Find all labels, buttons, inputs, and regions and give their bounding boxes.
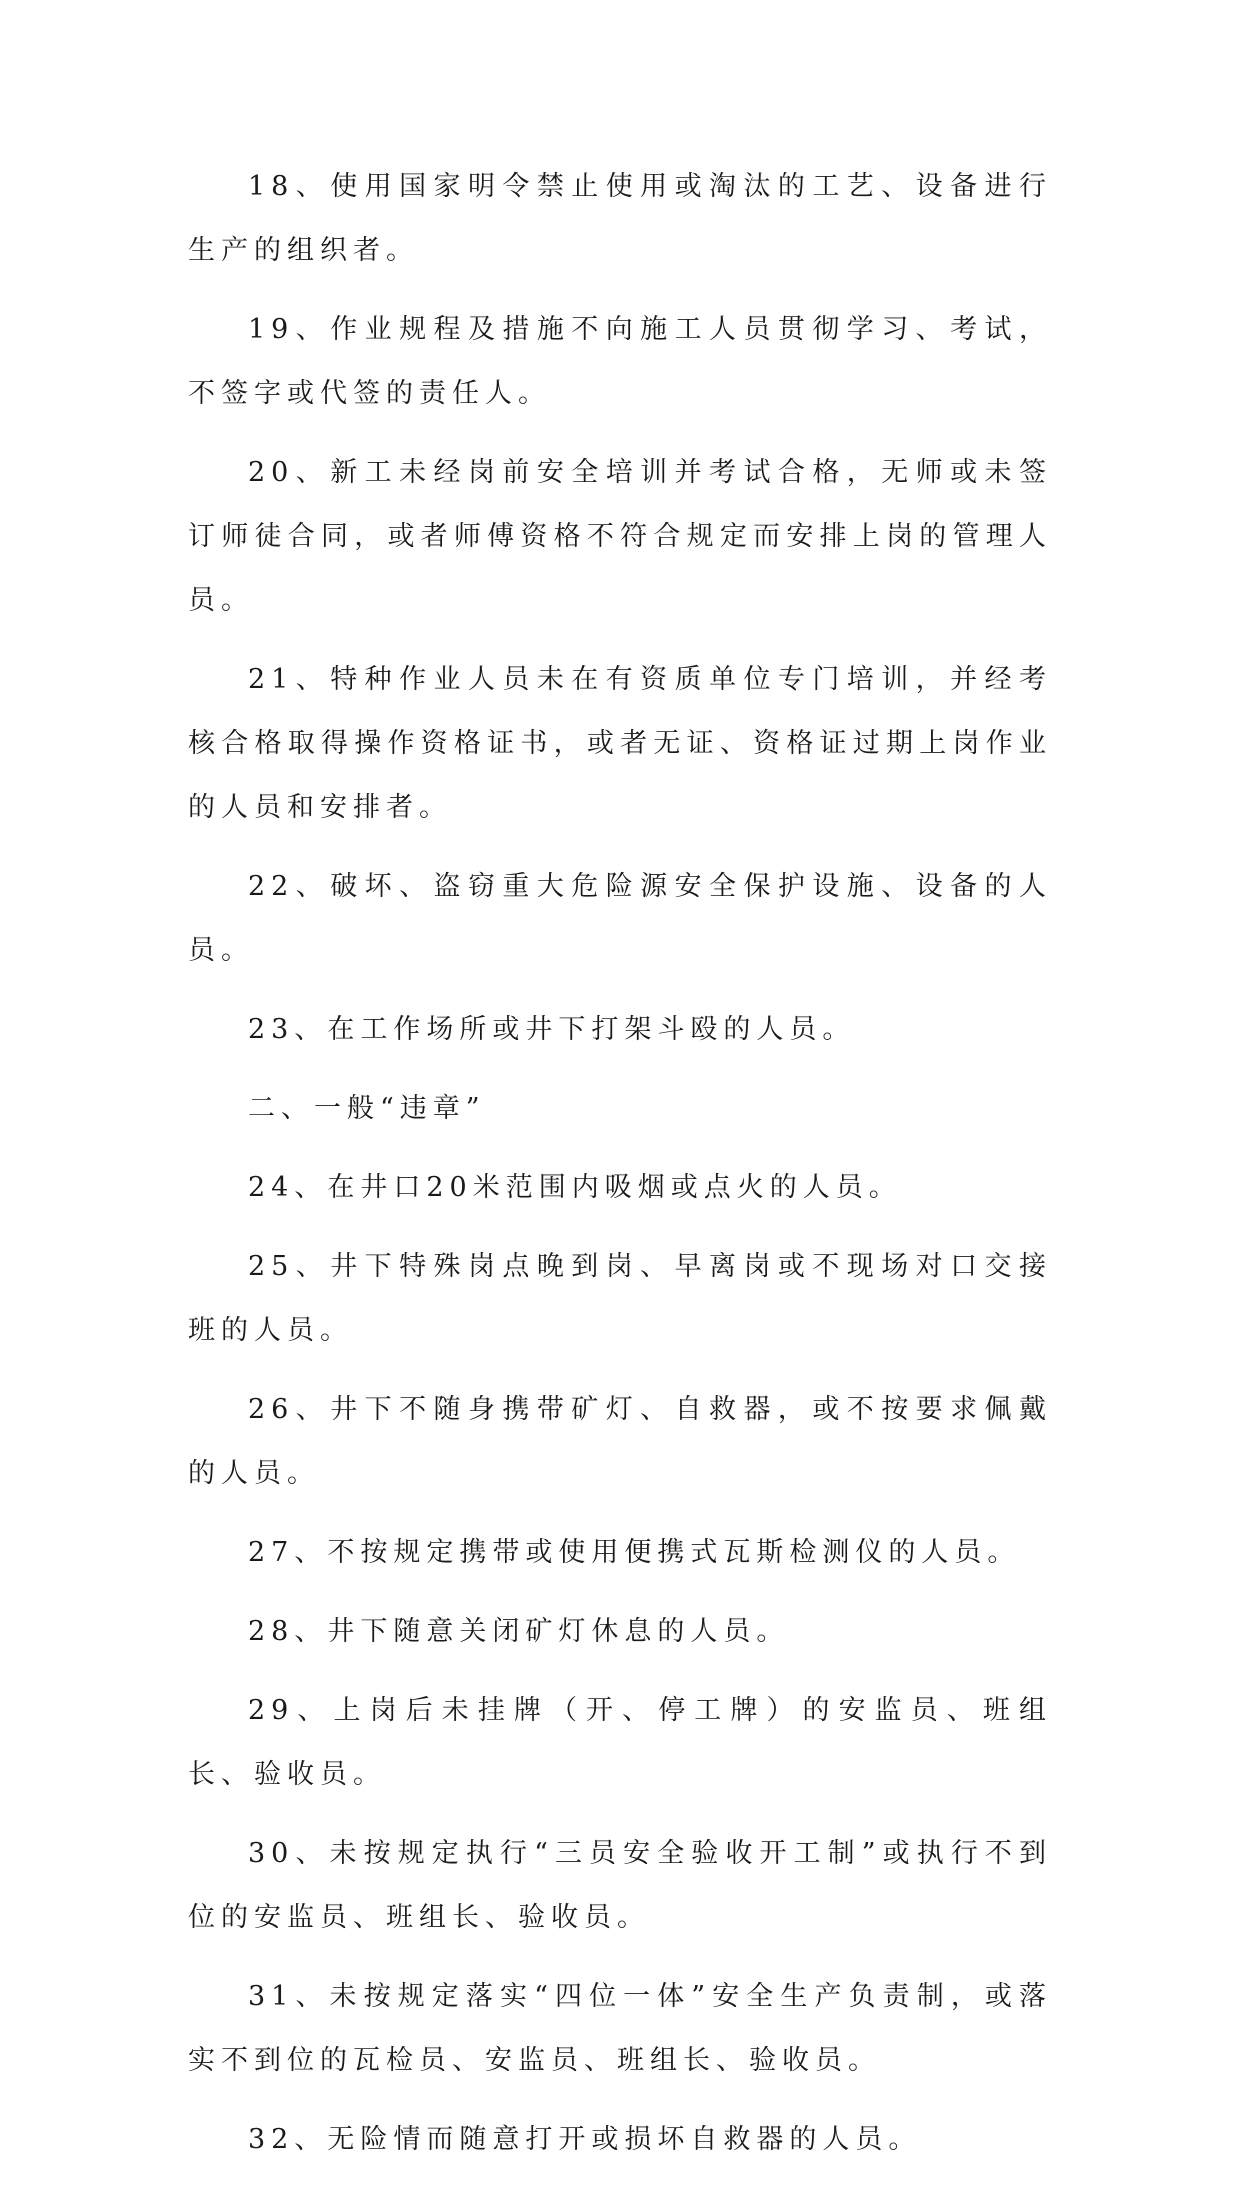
paragraph-item-22: 22、破坏、盗窃重大危险源安全保护设施、设备的人员。 xyxy=(188,871,1052,966)
paragraph-item-24: 24、在井口20米范围内吸烟或点火的人员。 xyxy=(248,1172,902,1203)
paragraph-item-26: 26、井下不随身携带矿灯、自救器，或不按要求佩戴的人员。 xyxy=(188,1394,1052,1489)
paragraph-item-20: 20、新工未经岗前安全培训并考试合格，无师或未签订师徒合同，或者师傅资格不符合规定而安排上岗的管理人员。 xyxy=(188,457,1052,616)
paragraph-item-28: 28、井下随意关闭矿灯休息的人员。 xyxy=(248,1616,790,1647)
document-body xyxy=(188,155,1052,2187)
paragraph-item-27: 27、不按规定携带或使用便携式瓦斯检测仪的人员。 xyxy=(248,1537,1021,1568)
paragraph-item-23: 23、在工作场所或井下打架斗殴的人员。 xyxy=(248,1014,856,1045)
paragraph-item-30: 30、未按规定执行“三员安全验收开工制”或执行不到位的安监员、班组长、验收员。 xyxy=(188,1838,1052,1933)
paragraph-item-21: 21、特种作业人员未在有资质单位专门培训，并经考核合格取得操作资格证书，或者无证、资格证过期上岗作业的人员和安排者。 xyxy=(188,664,1052,823)
paragraph-item-25: 25、井下特殊岗点晚到岗、早离岗或不现场对口交接班的人员。 xyxy=(188,1251,1052,1346)
paragraph-item-19: 19、作业规程及措施不向施工人员贯彻学习、考试，不签字或代签的责任人。 xyxy=(188,314,1052,409)
paragraph-item-18: 18、使用国家明令禁止使用或淘汰的工艺、设备进行生产的组织者。 xyxy=(188,171,1052,266)
section-heading-general-violations: 二、一般“违章” xyxy=(248,1093,486,1124)
paragraph-item-31: 31、未按规定落实“四位一体”安全生产负责制，或落实不到位的瓦检员、安监员、班组长、验收员。 xyxy=(188,1981,1052,2076)
paragraph-item-29: 29、上岗后未挂牌（开、停工牌）的安监员、班组长、验收员。 xyxy=(188,1695,1052,1790)
paragraph-item-32: 32、无险情而随意打开或损坏自救器的人员。 xyxy=(248,2124,922,2155)
